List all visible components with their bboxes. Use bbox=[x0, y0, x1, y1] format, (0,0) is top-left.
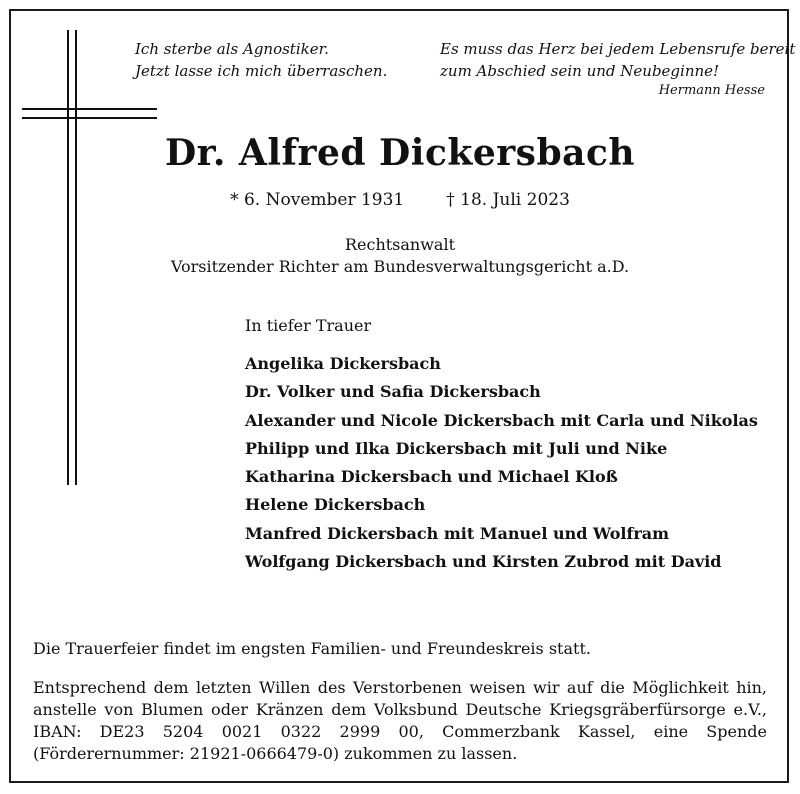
mourner-item: Helene Dickersbach bbox=[245, 495, 426, 515]
mourner-item: Dr. Volker und Safia Dickersbach bbox=[245, 382, 541, 402]
mourner-item: Katharina Dickersbach und Michael Kloß bbox=[245, 467, 618, 487]
quote-left-line-2: Jetzt lasse ich mich überraschen. bbox=[135, 62, 388, 80]
quote-right bbox=[440, 38, 795, 82]
quote-right-line-2: zum Abschied sein und Neubeginne! bbox=[440, 62, 720, 80]
birth-date: * 6. November 1931 bbox=[230, 190, 405, 210]
death-date: † 18. Juli 2023 bbox=[446, 190, 570, 210]
mourner-item: Philipp und Ilka Dickersbach mit Juli und Nike bbox=[245, 438, 668, 458]
quote-right-line-1: Es muss das Herz bei jedem Lebensrufe bereit bbox=[440, 40, 796, 58]
mourner-item: Angelika Dickersbach bbox=[245, 354, 441, 373]
ceremony-note: Die Trauerfeier findet im engsten Familien- und Freundeskreis statt. bbox=[33, 639, 591, 658]
mourner-item: Alexander und Nicole Dickersbach mit Carla und Nikolas bbox=[245, 410, 758, 430]
mourner-item: Manfred Dickersbach mit Manuel und Wolfram bbox=[245, 523, 670, 543]
mourners-list bbox=[245, 350, 758, 576]
quote-left bbox=[135, 38, 387, 82]
quote-author: Hermann Hesse bbox=[658, 83, 765, 98]
judicial-title: Vorsitzender Richter am Bundesverwaltungsgericht a.D. bbox=[170, 257, 630, 276]
quote-left-line-1: Ich sterbe als Agnostiker. bbox=[135, 40, 329, 58]
mourner-item: Wolfgang Dickersbach und Kirsten Zubrod mit David bbox=[245, 552, 722, 572]
deceased-name: Dr. Alfred Dickersbach bbox=[164, 132, 636, 174]
profession-title: Rechtsanwalt bbox=[344, 235, 456, 254]
life-dates bbox=[0, 190, 800, 210]
mourning-intro: In tiefer Trauer bbox=[245, 316, 372, 335]
donation-note: Entsprechend dem letzten Willen des Verstorbenen weisen wir auf die Möglichkeit hin, anstelle von Blumen oder Kränzen dem Volksbund Deutsche Kriegsgräberfürsorge e.V., IBAN: DE23 5204 0021 0322 2999 00, Commerzbank Kassel, eine Spende (Förderernummer: 21921-0666479-0) zukommen zu lassen. bbox=[33, 678, 767, 763]
